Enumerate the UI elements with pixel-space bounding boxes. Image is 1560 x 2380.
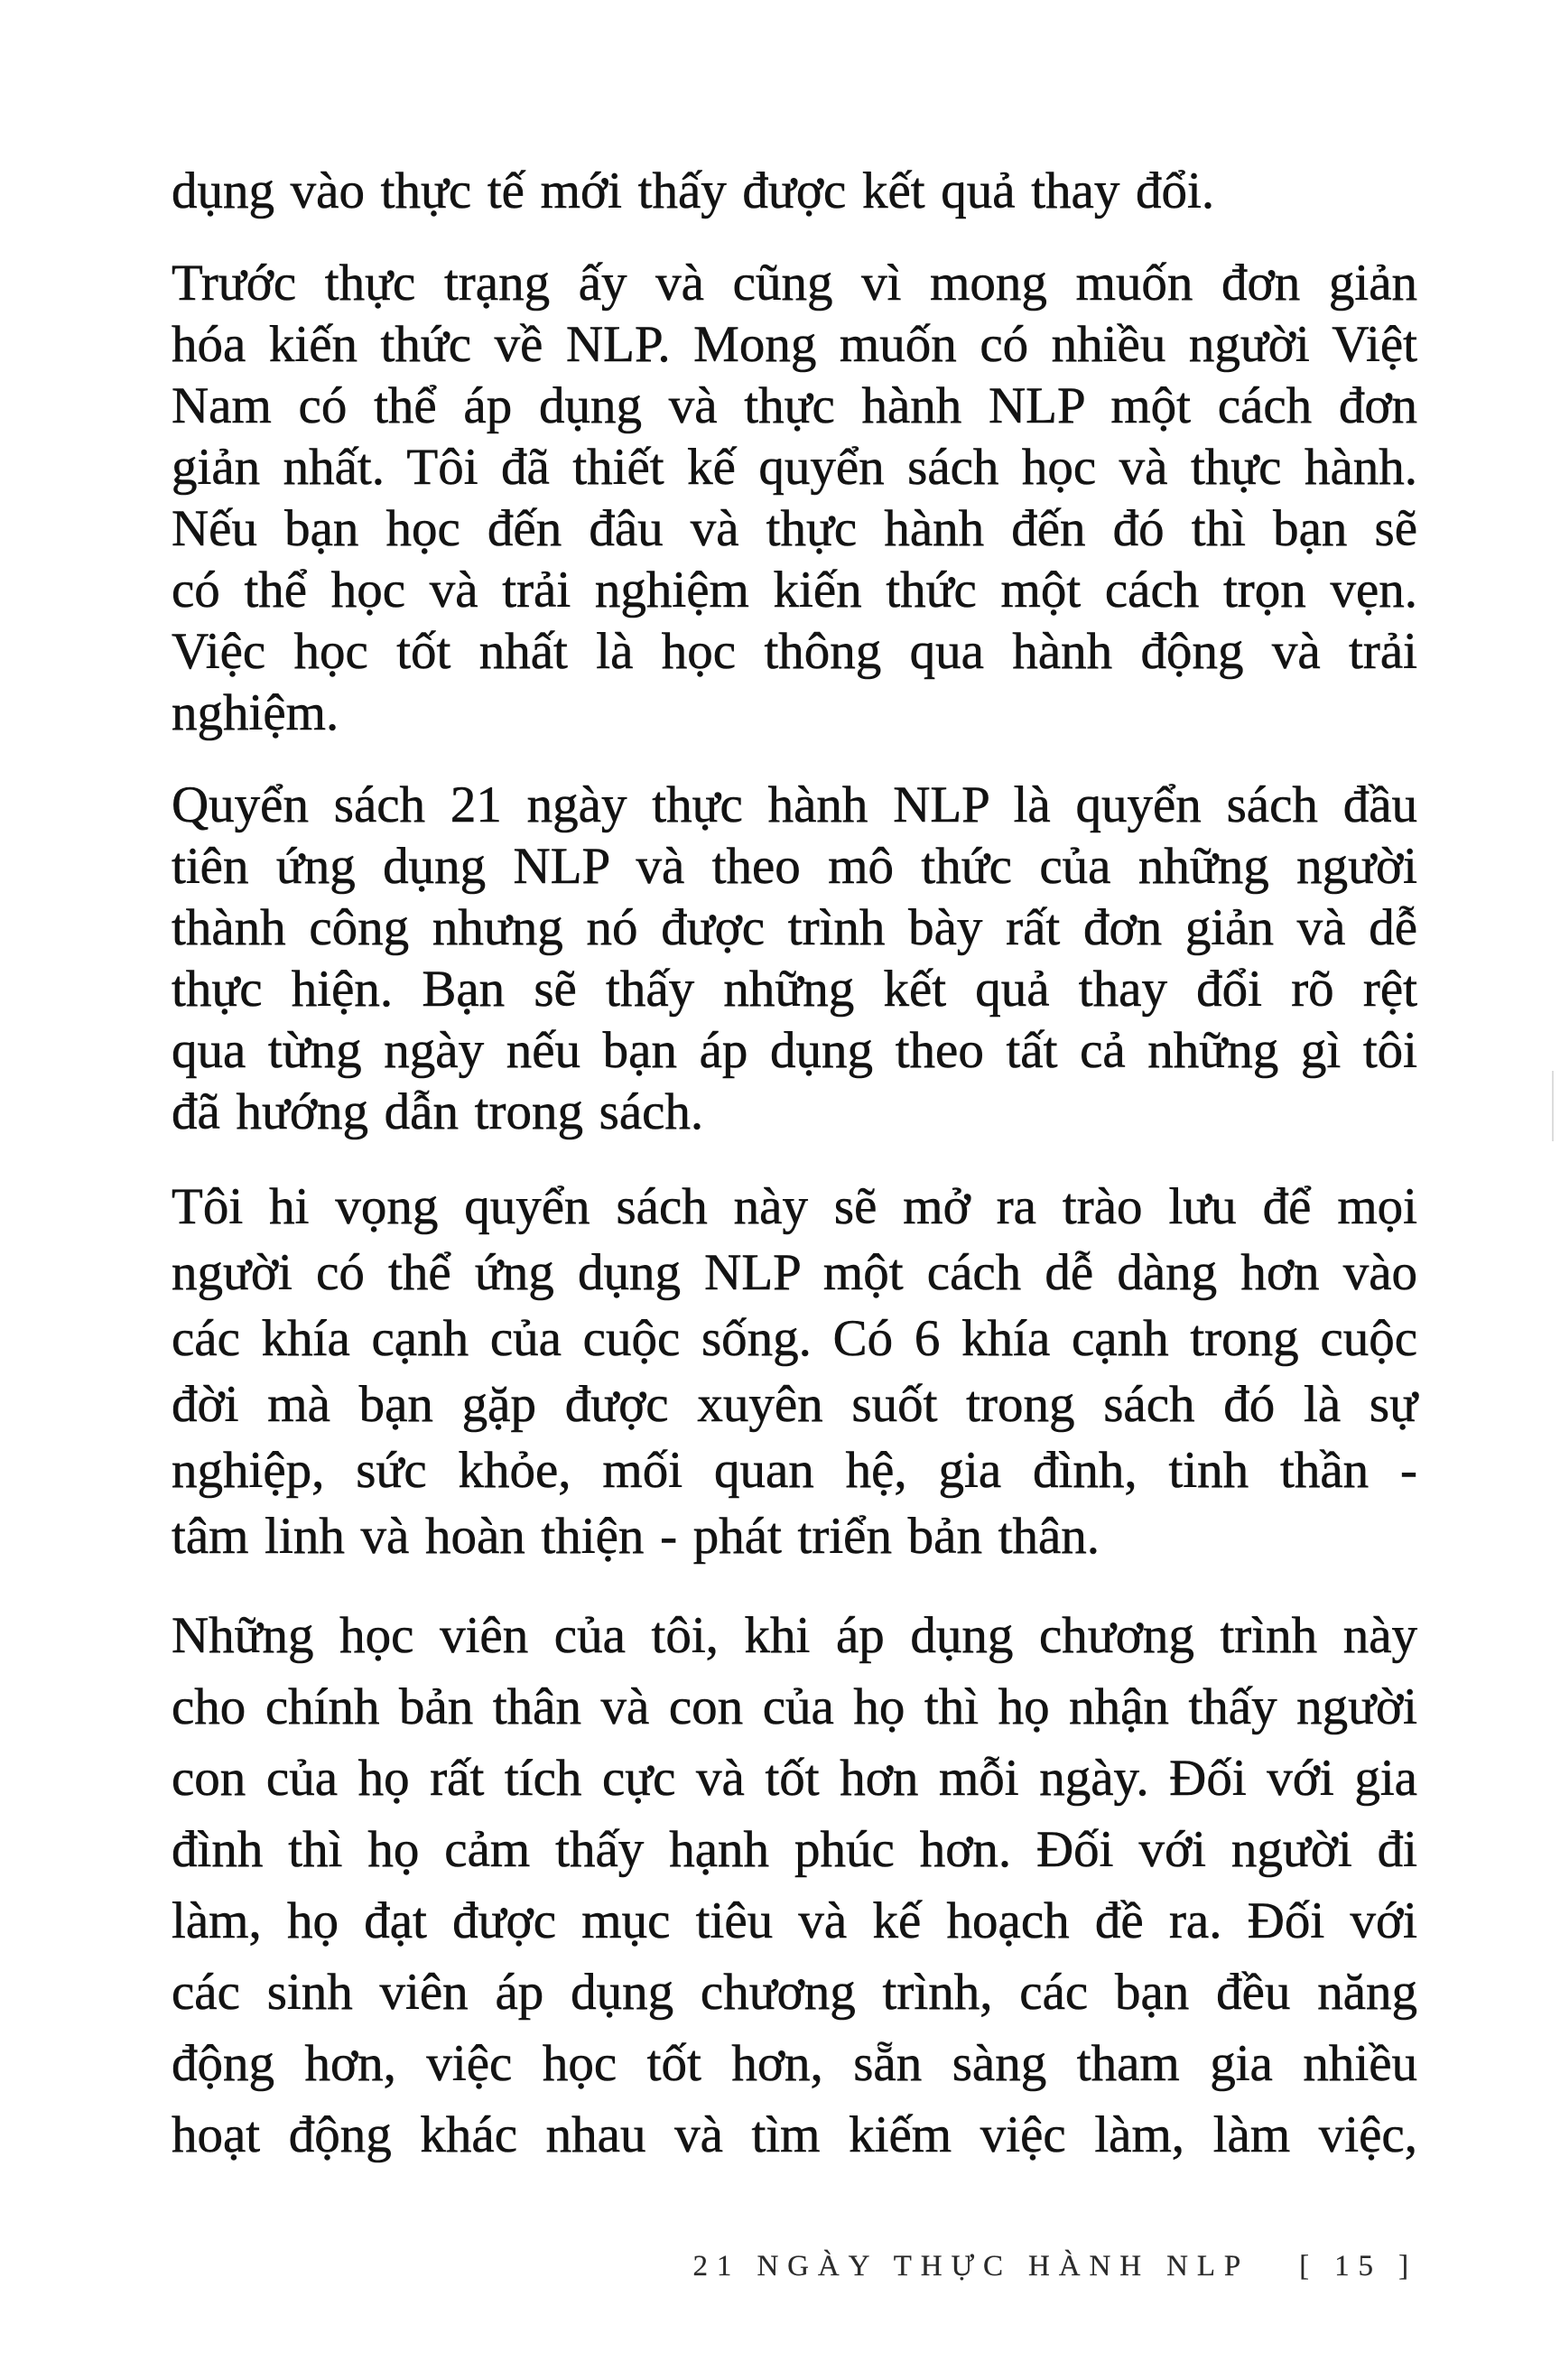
text-line: thực hiện. Bạn sẽ thấy những kết quả thay đổi rõ rệt <box>172 961 1417 1018</box>
text-line: có thể học và trải nghiệm kiến thức một cách trọn vẹn. <box>172 562 1417 618</box>
paragraph <box>172 253 1417 744</box>
text-line: Nam có thể áp dụng và thực hành NLP một cách đơn <box>172 377 1417 434</box>
paragraph <box>172 775 1417 1143</box>
text-block <box>172 161 1417 2201</box>
text-line: Nếu bạn học đến đâu và thực hành đến đó thì bạn sẽ <box>172 500 1417 557</box>
page-number: [ 15 ] <box>1299 2250 1417 2282</box>
text-line: thành công nhưng nó được trình bày rất đơn giản và dễ <box>172 899 1417 956</box>
text-line: Tôi hi vọng quyển sách này sẽ mở ra trào lưu để mọi <box>172 1178 1417 1235</box>
paragraph <box>172 161 1417 222</box>
text-line: đình thì họ cảm thấy hạnh phúc hơn. Đối với người đi <box>172 1821 1417 1878</box>
text-line: tâm linh và hoàn thiện - phát triển bản thân. <box>172 1508 1100 1565</box>
paragraph <box>172 1174 1417 1569</box>
text-line: đời mà bạn gặp được xuyên suốt trong sách đó là sự <box>172 1376 1417 1433</box>
text-line: Những học viên của tôi, khi áp dụng chương trình này <box>172 1607 1417 1664</box>
text-line: nghiệp, sức khỏe, mối quan hệ, gia đình, tinh thần - <box>172 1442 1417 1499</box>
text-line: Quyển sách 21 ngày thực hành NLP là quyển sách đầu <box>172 776 1417 833</box>
text-line: đã hướng dẫn trong sách. <box>172 1083 704 1140</box>
text-line: tiên ứng dụng NLP và theo mô thức của những người <box>172 838 1417 895</box>
text-line: dụng vào thực tế mới thấy được kết quả thay đổi. <box>172 163 1215 219</box>
text-line: nghiệm. <box>172 684 339 741</box>
text-line: Trước thực trạng ấy và cũng vì mong muốn đơn giản <box>172 255 1417 311</box>
text-line: làm, họ đạt được mục tiêu và kế hoạch đề ra. Đối với <box>172 1892 1417 1949</box>
text-line: người có thể ứng dụng NLP một cách dễ dàng hơn vào <box>172 1244 1417 1301</box>
running-footer-title: 21 NGÀY THỰC HÀNH NLP <box>692 2250 1249 2282</box>
text-line: các khía cạnh của cuộc sống. Có 6 khía cạnh trong cuộc <box>172 1310 1417 1367</box>
scan-artifact-line <box>1552 1071 1554 1141</box>
text-line: hoạt động khác nhau và tìm kiếm việc làm, làm việc, <box>172 2106 1417 2163</box>
text-line: các sinh viên áp dụng chương trình, các bạn đều năng <box>172 1964 1417 2021</box>
text-line: động hơn, việc học tốt hơn, sẵn sàng tham gia nhiều <box>172 2035 1417 2092</box>
text-line: qua từng ngày nếu bạn áp dụng theo tất cả những gì tôi <box>172 1022 1417 1079</box>
text-line: cho chính bản thân và con của họ thì họ nhận thấy người <box>172 1678 1417 1735</box>
paragraph <box>172 1600 1417 2171</box>
text-line: Việc học tốt nhất là học thông qua hành động và trải <box>172 623 1417 680</box>
page-footer <box>693 2250 1418 2283</box>
text-line: hóa kiến thức về NLP. Mong muốn có nhiều người Việt <box>172 316 1417 373</box>
text-line: giản nhất. Tôi đã thiết kế quyển sách học và thực hành. <box>172 439 1417 496</box>
text-line: con của họ rất tích cực và tốt hơn mỗi ngày. Đối với gia <box>172 1750 1417 1807</box>
